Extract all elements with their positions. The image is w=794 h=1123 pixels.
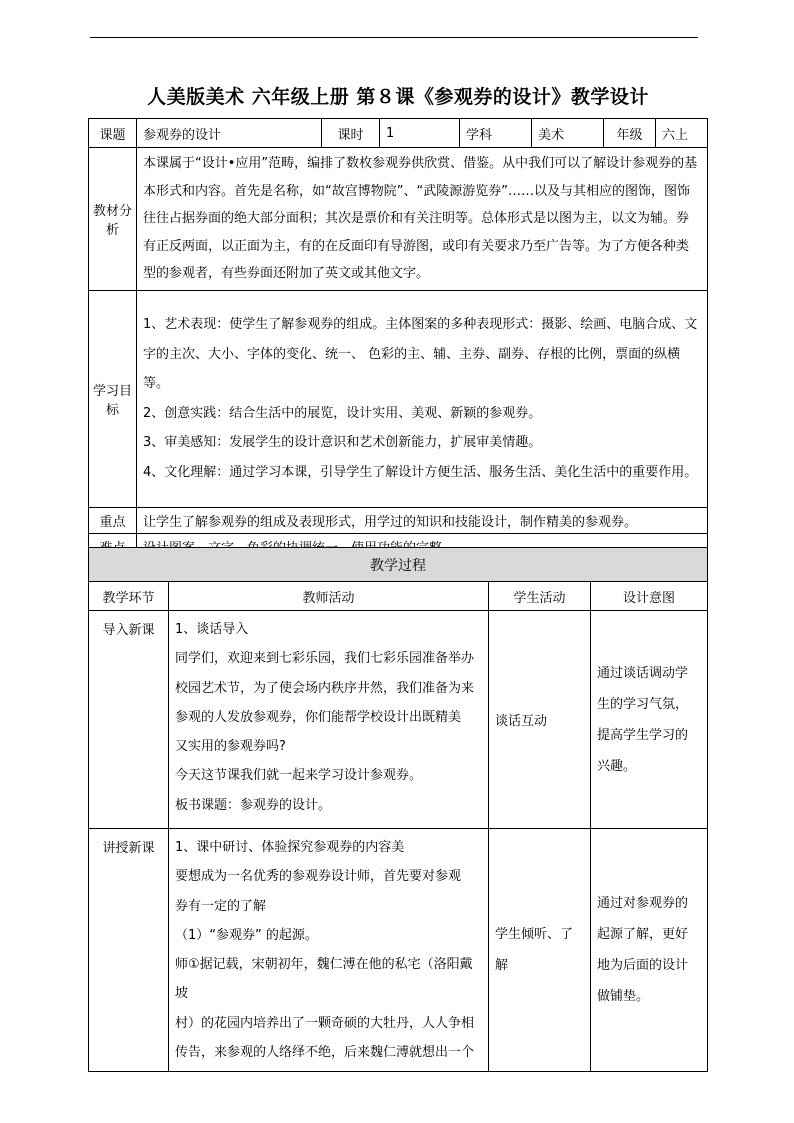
text-line: 1、课中研讨、体验探究参观券的内容美: [175, 840, 405, 855]
text-line: 校园艺术节，为了使会场内秩序井然，我们准备为来: [175, 680, 475, 696]
text-line: 要想成为一名优秀的参观券设计师，首先要对参观: [175, 869, 462, 885]
process-row: [89, 611, 708, 829]
goal-item: 2、创意实践：结合生活中的展览，设计实用、美观、新颖的参观券。: [143, 405, 542, 421]
text-line: 师①据记载，宋朝初年，魏仁溥在他的私宅（洛阳戴坡: [175, 957, 473, 1002]
lesson-info-table: [88, 118, 708, 560]
teaching-process-table: [88, 547, 708, 1072]
analysis-row: [89, 148, 708, 291]
text-line: 兴趣。: [597, 758, 637, 774]
subject-label: 学科: [460, 119, 532, 148]
period-value: 1: [380, 119, 460, 148]
topic-value: 参观券的设计: [137, 119, 322, 148]
text-line: 同学们，欢迎来到七彩乐园，我们七彩乐园准备举办: [175, 651, 475, 667]
topic-label: 课题: [89, 119, 137, 148]
text-line: 通过谈话调动学: [597, 665, 689, 681]
column-header: 教学环节: [89, 582, 169, 611]
info-row: [89, 119, 708, 148]
stage-label: 讲授新课: [89, 829, 169, 1072]
key-point-text: 让学生了解参观券的组成及表现形式，用学过的知识和技能设计，制作精美的参观券。: [137, 507, 708, 533]
design-intent: [591, 611, 708, 829]
teacher-activity: [169, 611, 489, 829]
text-line: 1、谈话导入: [175, 622, 249, 637]
text-line: 学生倾听、了: [495, 927, 574, 943]
text-line: 参观的人发放参观券，你们能帮学校设计出既精美: [175, 709, 462, 725]
text-line: 村）的花园内培养出了一颗奇硕的大牡丹，人人争相: [175, 1015, 475, 1031]
text-line: 券有一定的了解: [175, 898, 267, 914]
text-line: 提高学生学习的: [597, 727, 689, 743]
goal-item: 3、审美感知：发展学生的设计意识和艺术创新能力，扩展审美情趣。: [143, 435, 542, 451]
text-line: 起源了解，更好: [597, 927, 689, 943]
period-label: 课时: [322, 119, 380, 148]
goal-item: 1、艺术表现：使学生了解参观券的组成。主体图案的多种表现形式：摄影、绘画、电脑合成、文字的主次、大小、字体的变化、统一、 色彩的主、辅、主券、副券、存根的比例，票面的纵横等。: [143, 317, 698, 392]
goals-row: [89, 290, 708, 507]
design-intent: [591, 829, 708, 1072]
text-line: 板书课题：参观券的设计。: [175, 797, 332, 813]
text-line: 今天这节课我们就一起来学习设计参观券。: [175, 768, 423, 784]
key-point-row: [89, 507, 708, 533]
subject-value: 美术: [532, 119, 604, 148]
text-line: （1）“参观券” 的起源。: [175, 927, 318, 943]
header-rule: [90, 37, 698, 38]
analysis-label: 教材分析: [89, 148, 137, 291]
process-title: 教学过程: [89, 548, 708, 582]
student-activity: 谈话互动: [489, 611, 591, 829]
process-title-row: [89, 548, 708, 582]
text-line: 生的学习气氛，: [597, 696, 689, 712]
text-line: 地为后面的设计: [597, 958, 689, 974]
text-line: 又实用的参观券吗?: [175, 739, 286, 755]
process-row: [89, 829, 708, 1072]
column-header: 教师活动: [169, 582, 489, 611]
column-header: 设计意图: [591, 582, 708, 611]
analysis-text: 本课属于“设计•应用”范畴，编排了数枚参观券供欣赏、借鉴。从中我们可以了解设计参观券的基本形式和内容。首先是名称，如“故宫博物院”、“武陵源游览券”……以及与其相应的图饰，图饰往往占据券面的绝大部分面积；其次是票价和有关注明等。总体形式是以图为主，以文为辅。券有正反两面，以正面为主，有的在反面印有导游图，或印有关要求乃至广告等。为了方便各种类型的参观者，有些券面还附加了英文或其他文字。: [137, 148, 708, 291]
key-point-label: 重点: [89, 507, 137, 533]
text-line: 通过对参观券的: [597, 896, 689, 912]
document-title: 人美版美术 六年级上册 第８课《参观券的设计》教学设计: [147, 86, 649, 108]
grade-value: 六上: [656, 119, 708, 148]
goals-label: 学习目标: [89, 290, 137, 507]
process-header-row: [89, 582, 708, 611]
goals-list: [137, 290, 708, 507]
goal-item: 4、文化理解：通过学习本课，引导学生了解设计方便生活、服务生活、美化生活中的重要作用。: [143, 464, 698, 480]
teacher-activity: [169, 829, 489, 1072]
text-line: 做铺垫。: [597, 989, 650, 1005]
column-header: 学生活动: [489, 582, 591, 611]
text-line: 解: [495, 958, 509, 974]
student-activity: [489, 829, 591, 1072]
grade-label: 年级: [604, 119, 656, 148]
stage-label: 导入新课: [89, 611, 169, 829]
text-line: 传告，来参观的人络绎不绝，后来魏仁溥就想出一个: [175, 1045, 475, 1061]
